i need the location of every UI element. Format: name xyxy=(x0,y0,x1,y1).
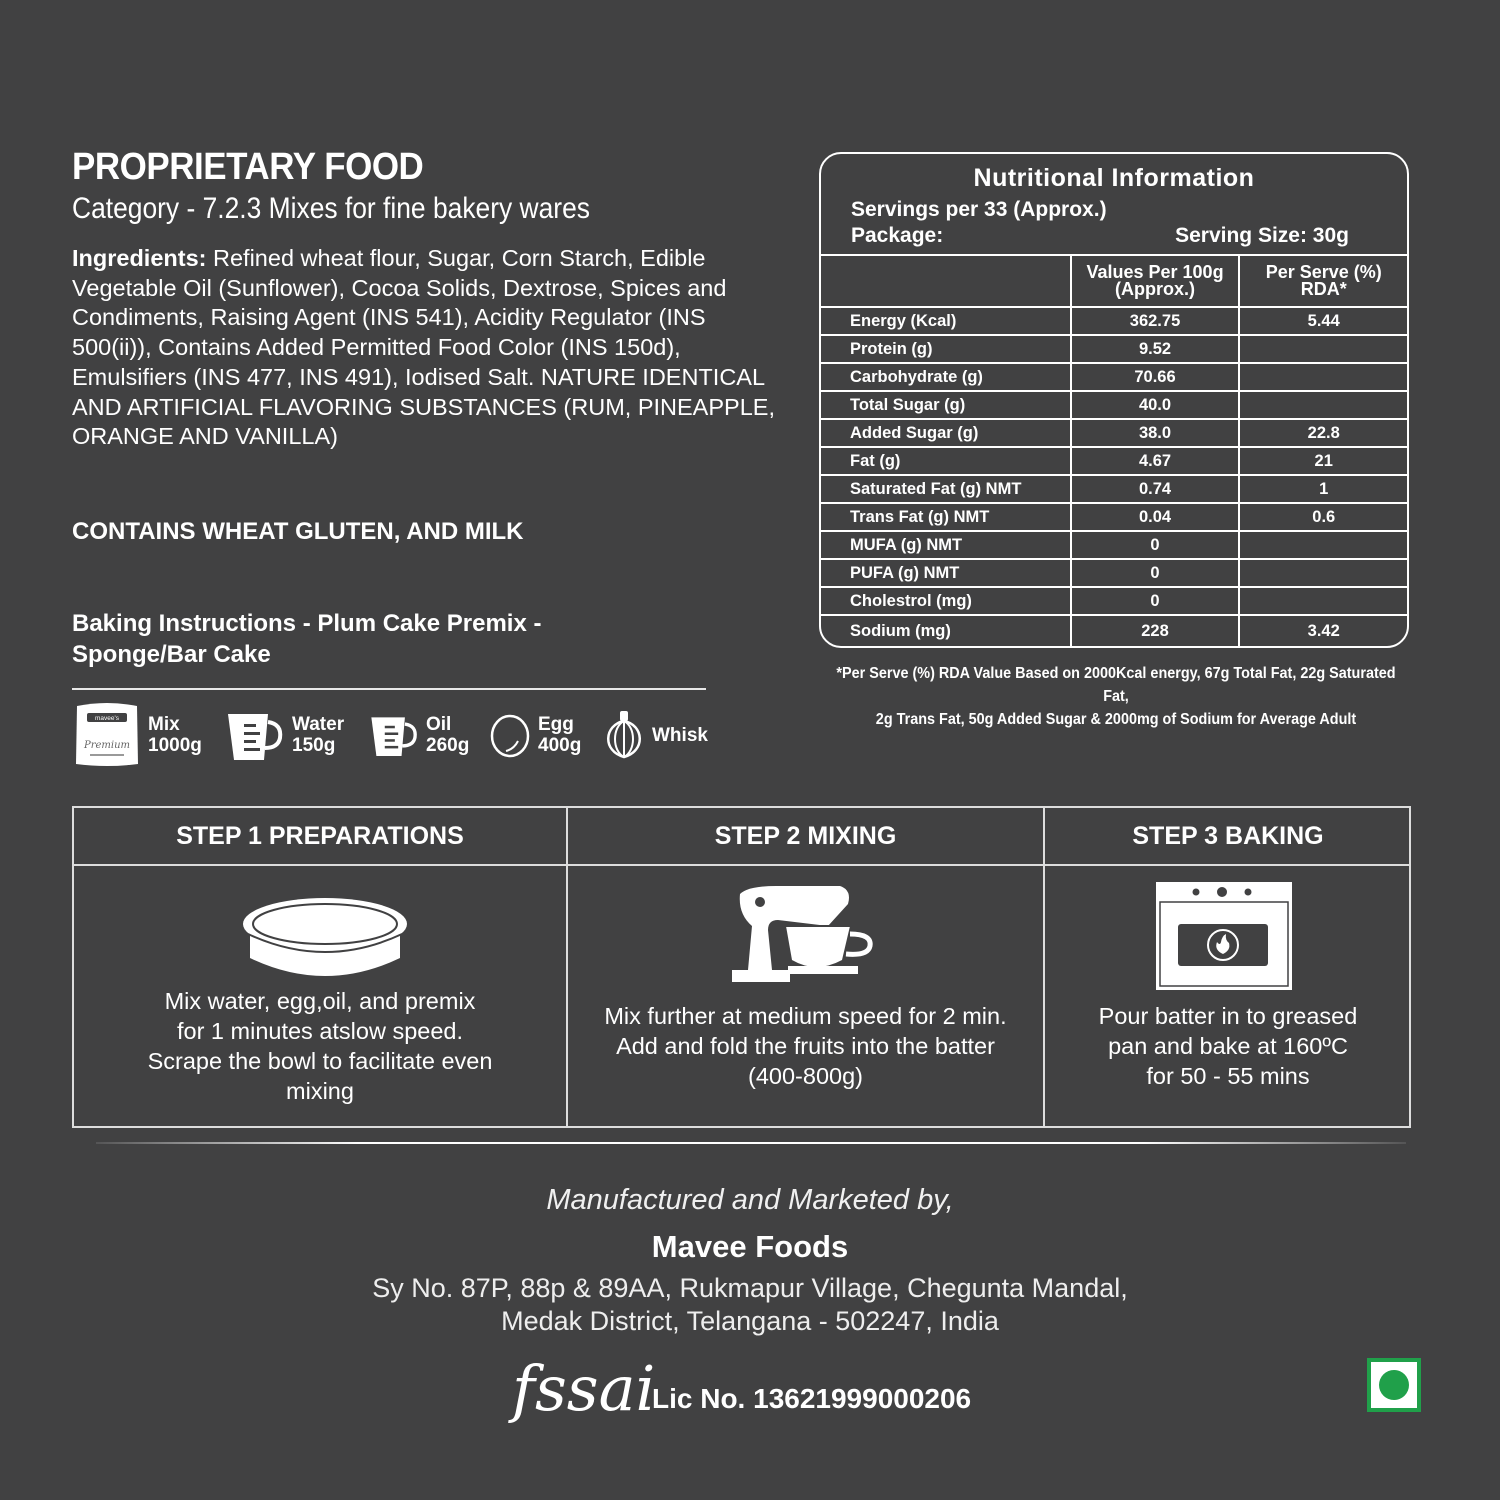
nutrient-value: 70.66 xyxy=(1071,363,1240,391)
nutrient-name: Cholestrol (mg) xyxy=(821,587,1071,615)
ingredient-name: Mix xyxy=(148,714,180,735)
nutrient-rda: 22.8 xyxy=(1239,419,1407,447)
ingredient-water xyxy=(224,700,344,770)
nutrient-name: Sodium (mg) xyxy=(821,615,1071,646)
nutrient-value: 40.0 xyxy=(1071,391,1240,419)
nutrient-value: 362.75 xyxy=(1071,307,1240,335)
ingredient-qty: 1000g xyxy=(148,735,202,756)
nutrient-value: 228 xyxy=(1071,615,1240,646)
nutrient-name: MUFA (g) NMT xyxy=(821,531,1071,559)
whisk-icon xyxy=(600,709,648,761)
nutrition-row xyxy=(821,559,1407,587)
premix-pack-icon xyxy=(72,700,142,770)
ingredients-list: Refined wheat flour, Sugar, Corn Starch, Edible Vegetable Oil (Sunflower), Cocoa Solids, Dextrose, Spices and Condiments, Raising Agent (INS 541), Acidity Regulator (INS 500(ii)), Contains Added Permitted Food Color (INS 150d), Emulsifiers (INS 477, INS 491), Iodised Salt. NATURE IDENTICAL AND ARTIFICIAL FLAVORING SUBSTANCES (RUM, PINEAPPLE, ORANGE AND VANILLA) xyxy=(72,245,775,450)
oven-icon xyxy=(1154,880,1294,992)
nutrient-value: 0.04 xyxy=(1071,503,1240,531)
nutrient-rda: 5.44 xyxy=(1239,307,1407,335)
nutrient-name: PUFA (g) NMT xyxy=(821,559,1071,587)
nutrition-title: Nutritional Information xyxy=(973,164,1255,192)
ingredient-name: Water xyxy=(292,714,345,735)
step-2-text: Mix further at medium speed for 2 min. Add and fold the fruits into the batter (400-800g) xyxy=(604,1003,1007,1089)
nutrient-value: 38.0 xyxy=(1071,419,1240,447)
ingredient-whisk xyxy=(600,700,708,770)
cake-pan-icon xyxy=(240,894,410,984)
nutrient-rda: 21 xyxy=(1239,447,1407,475)
license-number: Lic No. 13621999000206 xyxy=(652,1383,972,1414)
stand-mixer-icon xyxy=(728,886,878,984)
ingredient-egg xyxy=(488,700,581,770)
ingredient-qty: 400g xyxy=(538,735,582,756)
nutrition-row xyxy=(821,363,1407,391)
ingredient-oil xyxy=(368,700,469,770)
ingredients-text xyxy=(72,244,782,452)
servings-package-label: Package: xyxy=(851,224,944,247)
nutrition-row xyxy=(821,391,1407,419)
nutrient-rda: 3.42 xyxy=(1239,615,1407,646)
step-1-text: Mix water, egg,oil, and premix for 1 minutes atslow speed. Scrape the bowl to facilitate even mixing xyxy=(147,988,493,1104)
nutrition-row xyxy=(821,503,1407,531)
nutrient-value: 0 xyxy=(1071,531,1240,559)
egg-icon xyxy=(488,711,532,759)
address-line-1: Sy No. 87P, 88p & 89AA, Rukmapur Village, Chegunta Mandal, xyxy=(372,1273,1128,1303)
step-2-title: STEP 2 MIXING xyxy=(568,808,1043,866)
nutrient-name: Total Sugar (g) xyxy=(821,391,1071,419)
product-title: PROPRIETARY FOOD xyxy=(72,146,424,188)
nutrient-name: Added Sugar (g) xyxy=(821,419,1071,447)
allergen-statement: CONTAINS WHEAT GLUTEN, AND MILK xyxy=(72,518,524,545)
ingredient-name: Whisk xyxy=(652,724,708,746)
ingredient-qty: 260g xyxy=(426,735,470,756)
veg-mark-icon xyxy=(1367,1358,1421,1412)
product-category: Category - 7.2.3 Mixes for fine bakery wares xyxy=(72,192,590,225)
col-values-header: Values Per 100g (Approx.) xyxy=(1071,255,1240,307)
ingredients-label: Ingredients: xyxy=(72,245,207,271)
nutrient-rda: 0.6 xyxy=(1239,503,1407,531)
nutrition-row xyxy=(821,475,1407,503)
nutrition-table xyxy=(821,254,1407,646)
ingredient-name: Oil xyxy=(426,714,452,735)
nutrition-row xyxy=(821,447,1407,475)
nutrient-value: 9.52 xyxy=(1071,335,1240,363)
section-divider xyxy=(72,688,706,690)
nutrient-rda xyxy=(1239,559,1407,587)
pack-brand: mavee's xyxy=(94,715,120,722)
nutrient-name: Carbohydrate (g) xyxy=(821,363,1071,391)
veg-mark-dot xyxy=(1379,1370,1409,1400)
nutrient-value: 0 xyxy=(1071,587,1240,615)
baking-instructions-title: Baking Instructions - Plum Cake Premix - Sponge/Bar Cake xyxy=(72,610,542,668)
nutrient-rda: 1 xyxy=(1239,475,1407,503)
nutrition-row xyxy=(821,307,1407,335)
nutrient-value: 0 xyxy=(1071,559,1240,587)
step-3-title: STEP 3 BAKING xyxy=(1045,808,1411,866)
pack-label: Premium xyxy=(83,740,131,751)
nutrient-name: Trans Fat (g) NMT xyxy=(821,503,1071,531)
manufactured-by: Manufactured and Marketed by, xyxy=(546,1184,954,1216)
nutrient-value: 0.74 xyxy=(1071,475,1240,503)
ingredient-mix xyxy=(72,700,202,770)
nutrient-name: Protein (g) xyxy=(821,335,1071,363)
measuring-jug-icon xyxy=(368,709,420,761)
step-3-text: Pour batter in to greased pan and bake at 160ºC for 50 - 55 mins xyxy=(1098,1003,1358,1089)
nutrient-name: Saturated Fat (g) NMT xyxy=(821,475,1071,503)
nutrition-panel xyxy=(819,152,1409,648)
steps-table xyxy=(72,806,1411,1128)
servings-per-package: Servings per 33 (Approx.) xyxy=(851,198,1107,221)
ingredient-name: Egg xyxy=(538,714,574,735)
nutrient-rda xyxy=(1239,391,1407,419)
step-1-title: STEP 1 PREPARATIONS xyxy=(74,808,566,866)
nutrition-row xyxy=(821,615,1407,646)
nutrient-rda xyxy=(1239,587,1407,615)
nutrient-rda xyxy=(1239,363,1407,391)
nutrition-row xyxy=(821,419,1407,447)
company-name: Mavee Foods xyxy=(651,1229,849,1264)
ingredient-qty: 150g xyxy=(292,735,336,756)
nutrition-row xyxy=(821,531,1407,559)
fssai-logo: fssai xyxy=(512,1352,656,1425)
nutrient-value: 4.67 xyxy=(1071,447,1240,475)
serving-size: Serving Size: 30g xyxy=(1175,224,1349,247)
nutrient-name: Energy (Kcal) xyxy=(821,307,1071,335)
address-line-2: Medak District, Telangana - 502247, India xyxy=(501,1306,999,1336)
nutrient-rda xyxy=(1239,531,1407,559)
footer-divider xyxy=(96,1142,1406,1144)
nutrient-rda xyxy=(1239,335,1407,363)
rda-footnote: *Per Serve (%) RDA Value Based on 2000Kcal energy, 67g Total Fat, 22g Saturated Fat, 2g Trans Fat, 50g Added Sugar & 2000mg of Sodium for Average Adult xyxy=(836,665,1396,728)
measuring-jug-icon xyxy=(224,704,286,766)
nutrition-row xyxy=(821,335,1407,363)
col-rda-header: Per Serve (%) RDA* xyxy=(1239,255,1407,307)
nutrition-row xyxy=(821,587,1407,615)
nutrition-header-row xyxy=(821,255,1407,307)
nutrient-name: Fat (g) xyxy=(821,447,1071,475)
